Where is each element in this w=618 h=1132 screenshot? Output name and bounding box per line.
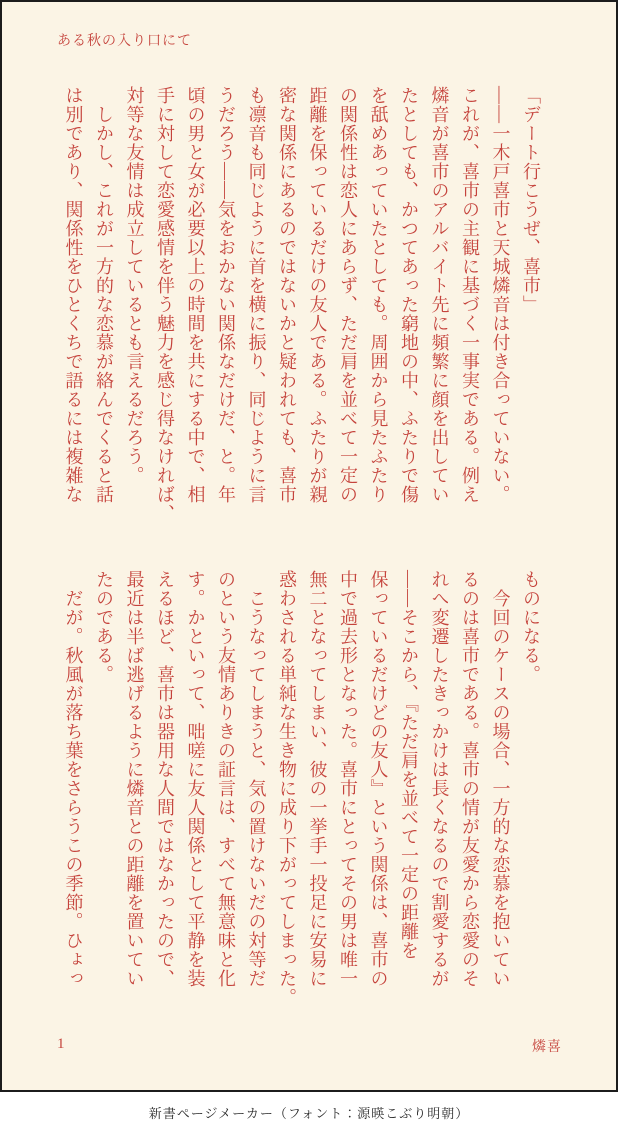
text-line: 保っているだけどの友人』という関係は、喜市の [368,570,389,988]
text-line: を舐めあっていたとしても。周囲から見たふたり [368,86,389,504]
generator-caption-bar [0,1092,618,1132]
text-line: しかし、これが一方的な恋慕が絡んでくると話 [94,86,114,504]
text-line: 「デート行こうぜ、喜市」 [521,86,541,314]
text-line: のという友情ありきの証言は、すべて無意味と化 [216,570,236,988]
text-line: うだろう――気をおかない関係なだけだ、と。年 [216,86,236,504]
text-line: 手に対して恋愛感情を伴う魅力を感じ得なければ、 [155,86,175,523]
text-line: たのである。 [94,570,114,684]
text-line: ――そこから、『ただ肩を並べて一定の距離を [399,570,419,960]
text-line: 無二となってしまい、彼の一挙手一投足に安易に [307,570,328,988]
text-line: す。かといって、咄嗟に友人関係として平静を装 [185,570,206,988]
text-line: 距離を保っているだけの友人である。ふたりが親 [307,86,328,504]
text-line: 最近は半ば逃げるように燐音との距離を置いてい [124,570,145,988]
vertical-text-block-top [58,86,546,530]
text-line: 対等な友情は成立しているとも言えるだろう。 [124,86,145,485]
page-number: 1 [57,1036,65,1052]
text-line: こうなってしまうと、気の置けないだの対等だ [246,570,267,988]
text-line: だが。秋風が落ち葉をさらうこの季節。ひょっ [63,570,84,988]
text-line: えるほど、喜市は器用な人間ではなかったので、 [155,570,175,988]
text-line: の関係性は恋人にあらず、ただ肩を並べて一定の [338,86,358,504]
author-credit: 燐喜 [532,1040,562,1055]
vertical-text-block-bottom [58,570,546,1014]
text-line: たとしても、かつてあった窮地の中、ふたりで傷 [399,86,419,504]
text-line: これが、喜市の主観に基づく一事実である。例え [460,86,480,504]
text-line: ものになる。 [521,570,541,684]
text-line: 中で過去形となった。喜市にとってその男は唯一 [338,570,358,988]
generator-caption: 新書ページメーカー（フォント：源暎こぶり明朝） [148,1105,470,1121]
text-line: も凛音も同じように首を横に振り、同じように言 [246,86,267,504]
text-line: 今回のケースの場合、一方的な恋慕を抱いてい [490,570,511,988]
text-line: 頃の男と女が必要以上の時間を共にする中で、相 [185,86,206,504]
text-line: れへ変遷したきっかけは長くなるので割愛するが [429,570,450,988]
text-line: 燐音が喜市のアルバイト先に頻繁に顔を出してい [429,86,450,504]
text-line: は別であり、関係性をひとくちで語るには複雑な [63,86,84,504]
text-line: 密な関係にあるのではないかと疑われても、喜市 [277,86,297,504]
chapter-title: ある秋の入り口にて [57,34,192,49]
text-line: るのは喜市である。喜市の情が友愛から恋愛のそ [460,570,480,988]
text-line: 惑わされる単純な生き物に成り下がってしまった。 [277,570,297,1007]
text-line: ――一木戸喜市と天城燐音は付き合っていない。 [490,86,511,504]
